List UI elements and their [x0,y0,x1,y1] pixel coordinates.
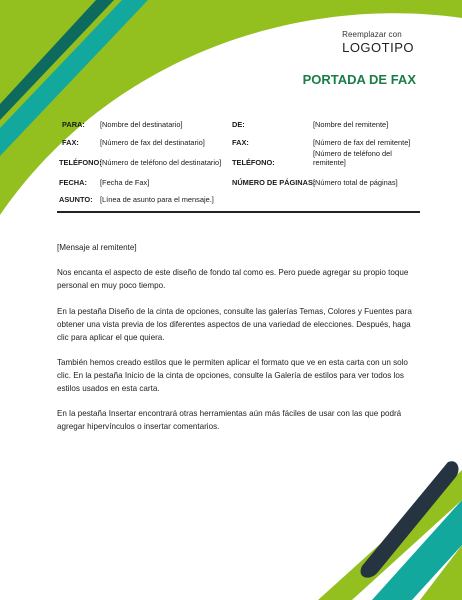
logo-line-1: Reemplazar con [342,30,402,39]
logo-line-2: LOGOTIPO [342,40,414,55]
tel-value[interactable]: [Número de teléfono del destinatario] [100,158,222,167]
fax-label: FAX: [62,138,79,147]
para-label: PARA: [62,120,85,129]
page-title: PORTADA DE FAX [302,72,416,87]
message-paragraph-4[interactable]: También hemos creado estilos que le permiten aplicar el formato que ve en esta carta con un solo clic. En la pestaña Inicio de la cinta de opciones, consulte la Galería de estilos para ver todos los estilos usados en esta carta. [57,357,408,393]
logo-placeholder [342,30,414,55]
message-body [57,242,422,446]
tel-label: TELÉFONO: [59,158,102,167]
message-paragraph-3[interactable]: En la pestaña Diseño de la cinta de opciones, consulte las galerías Temas, Colores y Fuentes para obtener una vista previa de los diferentes aspectos de una variedad de elecciones. Después, haga clic para aplicar el que quiera. [57,306,412,342]
fax2-value-line3[interactable]: remitente] [313,158,346,167]
fecha-value[interactable]: [Fecha de Fax] [100,178,150,187]
fecha-label: FECHA: [59,178,87,187]
tel2-label: TELÉFONO: [232,158,275,167]
asunto-value[interactable]: [Línea de asunto para el mensaje.] [100,195,214,204]
fax2-value-line2[interactable]: [Número de teléfono del [313,149,392,158]
message-paragraph-1[interactable]: [Mensaje al remitente] [57,243,137,252]
de-label: DE: [232,120,245,129]
message-paragraph-2[interactable]: Nos encanta el aspecto de este diseño de fondo tal como es. Pero puede agregar su propio toque personal en muy poco tiempo. [57,268,409,291]
asunto-label: ASUNTO: [59,195,93,204]
pages-value[interactable]: [Número total de páginas] [313,178,398,187]
fax2-value-line1[interactable]: [Número de fax del remitente] [313,138,411,147]
fax2-label: FAX: [232,138,249,147]
fax-value[interactable]: [Número de fax del destinatario] [100,138,205,147]
para-value[interactable]: [Nombre del destinatario] [100,120,183,129]
de-value[interactable]: [Nombre del remitente] [313,120,389,129]
message-paragraph-5[interactable]: En la pestaña Insertar encontrará otras herramientas aún más fáciles de usar con las que podrá agregar hipervínculos o insertar comentarios. [57,409,402,432]
header-divider [57,211,420,213]
pages-label: NÚMERO DE PÁGINAS: [232,178,316,187]
